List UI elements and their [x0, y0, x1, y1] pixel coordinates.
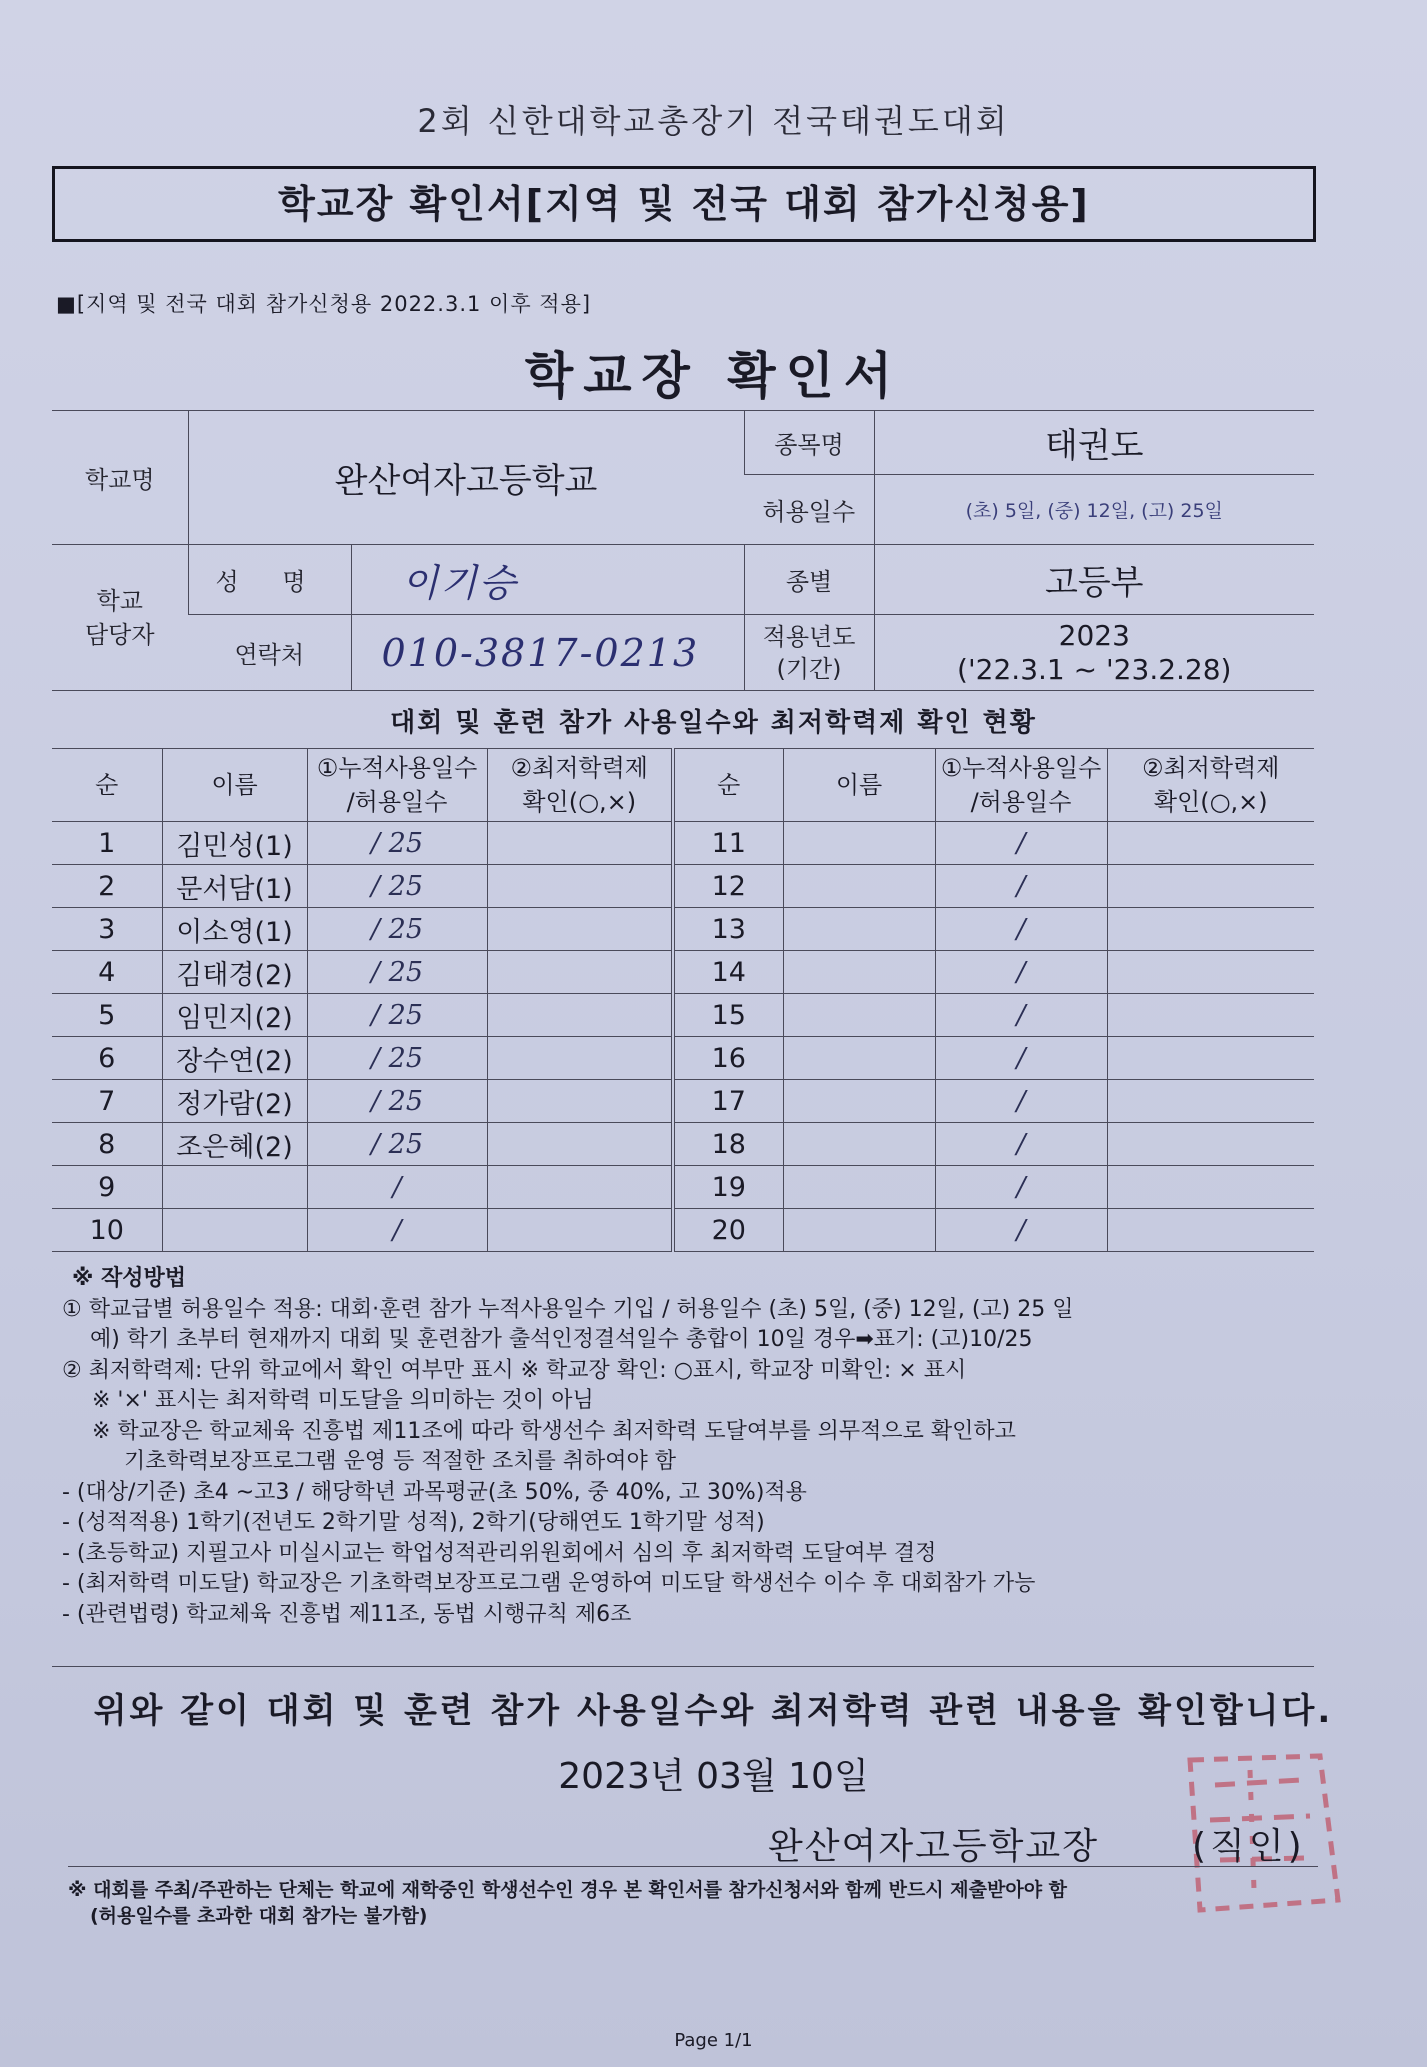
instruction-line: 예) 학기 초부터 현재까지 대회 및 훈련참가 출석인정결석일수 총합이 10일 경우➡표기: (고)10/25: [90, 1327, 1033, 1352]
roster-no: 16: [673, 1037, 783, 1080]
roster-used-days: /: [935, 1166, 1107, 1209]
roster-row: [52, 1123, 1314, 1166]
roster-row: [52, 951, 1314, 994]
footnote-line-1: ※ 대회를 주최/주관하는 단체는 학교에 재학중인 학생선수인 경우 본 확인서를 참가신청서와 함께 반드시 제출받아야 함: [68, 1879, 1068, 1901]
roster-row: [52, 822, 1314, 865]
roster-min-check: [1107, 994, 1314, 1037]
roster-name: 김태경(2): [162, 951, 307, 994]
instruction-line: - (대상/기준) 초4 ~고3 / 해당학년 과목평균(초 50%, 중 40%, 고 30%)적용: [62, 1479, 807, 1505]
roster-no: 17: [673, 1080, 783, 1123]
roster-used-days: / 25: [307, 994, 487, 1037]
roster-name: [783, 908, 935, 951]
roster-min-check: [487, 822, 673, 865]
roster-name: [783, 865, 935, 908]
roster-min-check: [1107, 908, 1314, 951]
sport-value: 태권도: [874, 411, 1314, 475]
divider: [52, 1666, 1314, 1667]
year-value: 2023: [1058, 618, 1130, 652]
roster-name: [783, 951, 935, 994]
roster-min-check: [1107, 822, 1314, 865]
period-label: (기간): [776, 654, 842, 683]
roster-row: [52, 1080, 1314, 1123]
roster-used-days: / 25: [307, 865, 487, 908]
roster-min-check: [1107, 1209, 1314, 1252]
instruction-line: ① 학교급별 허용일수 적용: 대회·훈련 참가 누적사용일수 기입 / 허용일수 (초) 5일, (중) 12일, (고) 25 일: [62, 1296, 1074, 1322]
roster-used-days: / 25: [307, 908, 487, 951]
roster-name: 김민성(1): [162, 822, 307, 865]
instructions: [62, 1264, 1322, 1630]
roster-min-check: [487, 951, 673, 994]
roster-used-days: /: [935, 994, 1107, 1037]
allowed-days-value: (초) 5일, (중) 12일, (고) 25일: [874, 475, 1314, 545]
roster-no: 3: [52, 908, 162, 951]
footnote: [68, 1866, 1318, 1929]
applicability-notice: ■[지역 및 전국 대회 참가신청용 2022.3.1 이후 적용]: [56, 292, 592, 316]
year-label: 적용년도: [762, 622, 856, 651]
roster-used-days: / 25: [307, 822, 487, 865]
roster-used-days: /: [935, 908, 1107, 951]
roster-name: [783, 822, 935, 865]
roster-name: [783, 1209, 935, 1252]
year-period-cell: [874, 615, 1314, 691]
roster-used-days: /: [935, 1080, 1107, 1123]
confirmation-statement: 위와 같이 대회 및 훈련 참가 사용일수와 최저학력 관련 내용을 확인합니다.: [93, 1691, 1334, 1731]
roster-min-check: [487, 865, 673, 908]
roster-min-check: [487, 1123, 673, 1166]
roster-name: [783, 1166, 935, 1209]
roster-row: [52, 1166, 1314, 1209]
roster-used-days: /: [307, 1166, 487, 1209]
roster-name: 정가람(2): [162, 1080, 307, 1123]
issue-date: 2023년 03월 10일: [558, 1756, 869, 1797]
roster-used-days: / 25: [307, 1080, 487, 1123]
roster-no: 9: [52, 1166, 162, 1209]
boxed-title: 학교장 확인서[지역 및 전국 대회 참가신청용]: [52, 166, 1316, 242]
instruction-line: ② 최저학력제: 단위 학교에서 확인 여부만 표시 ※ 학교장 확인: ○표시, 학교장 미확인: × 표시: [62, 1357, 967, 1383]
instruction-line: 기초학력보장프로그램 운영 등 적절한 조치를 취하여야 함: [124, 1449, 677, 1474]
instructions-heading: ※ 작성방법: [72, 1266, 187, 1291]
contact-label: 연락처: [188, 615, 351, 691]
roster-no: 18: [673, 1123, 783, 1166]
roster-name: [783, 994, 935, 1037]
roster-no: 20: [673, 1209, 783, 1252]
roster-no: 2: [52, 865, 162, 908]
category-label: 종별: [744, 545, 874, 615]
header-name: 이름: [162, 749, 307, 822]
instruction-line: - (관련법령) 학교체육 진흥법 제11조, 동법 시행규칙 제6조: [62, 1601, 632, 1627]
header-used-days-right: ①누적사용일수 /허용일수: [935, 749, 1107, 822]
roster-used-days: / 25: [307, 951, 487, 994]
allowed-days-label: 허용일수: [744, 475, 874, 545]
name-label: 성 명: [188, 545, 351, 615]
roster-no: 19: [673, 1166, 783, 1209]
roster-no: 10: [52, 1209, 162, 1252]
roster-used-days: /: [935, 822, 1107, 865]
school-label: 학교명: [52, 411, 188, 545]
contact-handwritten: 010-3817-0213: [351, 615, 744, 691]
roster-no: 13: [673, 908, 783, 951]
roster-name: 임민지(2): [162, 994, 307, 1037]
instruction-line: - (초등학교) 지필고사 미실시교는 학업성적관리위원회에서 심의 후 최저학력 도달여부 결정: [62, 1540, 937, 1566]
instruction-line: - (최저학력 미도달) 학교장은 기초학력보장프로그램 운영하여 미도달 학생선수 이수 후 대회참가 가능: [62, 1571, 1036, 1596]
roster-row: [52, 865, 1314, 908]
roster-min-check: [487, 908, 673, 951]
roster-name: 문서담(1): [162, 865, 307, 908]
roster-used-days: /: [935, 951, 1107, 994]
document-title: 학교장 확인서: [524, 347, 903, 405]
roster-min-check: [487, 1037, 673, 1080]
roster-min-check: [1107, 1037, 1314, 1080]
footnote-line-2: (허용일수를 초과한 대회 참가는 불가함): [90, 1905, 428, 1927]
roster-min-check: [1107, 1123, 1314, 1166]
roster-used-days: / 25: [307, 1037, 487, 1080]
roster-name: 조은혜(2): [162, 1123, 307, 1166]
roster-name: 이소영(1): [162, 908, 307, 951]
sport-label: 종목명: [744, 411, 874, 475]
roster-no: 15: [673, 994, 783, 1037]
roster-name: [162, 1209, 307, 1252]
roster-table: [52, 748, 1314, 1252]
instruction-line: ※ 학교장은 학교체육 진흥법 제11조에 따라 학생선수 최저학력 도달여부를 의무적으로 확인하고: [92, 1418, 1016, 1444]
roster-no: 7: [52, 1080, 162, 1123]
roster-no: 4: [52, 951, 162, 994]
event-title: 2회 신한대학교총장기 전국태권도대회: [417, 102, 1010, 140]
instruction-line: ※ '×' 표시는 최저학력 미도달을 의미하는 것이 아님: [92, 1388, 594, 1413]
roster-row: [52, 908, 1314, 951]
roster-row: [52, 1037, 1314, 1080]
roster-name: [783, 1123, 935, 1166]
page-number: Page 1/1: [674, 2030, 753, 2051]
header-used-days: ①누적사용일수 /허용일수: [307, 749, 487, 822]
header-name-right: 이름: [783, 749, 935, 822]
period-value: ('22.3.1 ~ '23.2.28): [957, 652, 1232, 686]
year-cell: [744, 615, 874, 691]
roster-min-check: [1107, 1080, 1314, 1123]
roster-used-days: /: [935, 1123, 1107, 1166]
roster-min-check: [487, 1080, 673, 1123]
roster-min-check: [487, 1209, 673, 1252]
header-min-achievement: ②최저학력제 확인(○,×): [487, 749, 673, 822]
roster-name: [162, 1166, 307, 1209]
roster-row: [52, 1209, 1314, 1252]
roster-no: 11: [673, 822, 783, 865]
header-no-right: 순: [673, 749, 783, 822]
manager-label: 학교 담당자: [52, 545, 188, 691]
roster-min-check: [1107, 1166, 1314, 1209]
header-min-achievement-right: ②최저학력제 확인(○,×): [1107, 749, 1314, 822]
roster-no: 8: [52, 1123, 162, 1166]
roster-name: [783, 1080, 935, 1123]
roster-min-check: [487, 994, 673, 1037]
roster-used-days: /: [935, 1209, 1107, 1252]
roster-used-days: /: [935, 865, 1107, 908]
roster-no: 1: [52, 822, 162, 865]
roster-used-days: / 25: [307, 1123, 487, 1166]
roster-no: 5: [52, 994, 162, 1037]
roster-min-check: [487, 1166, 673, 1209]
school-name: 완산여자고등학교: [188, 411, 744, 545]
roster-used-days: /: [935, 1037, 1107, 1080]
school-info-table: [52, 410, 1314, 691]
manager-name-handwritten: 이기승: [351, 545, 744, 615]
roster-no: 12: [673, 865, 783, 908]
category-value: 고등부: [874, 545, 1314, 615]
roster-no: 6: [52, 1037, 162, 1080]
roster-name: [783, 1037, 935, 1080]
roster-row: [52, 994, 1314, 1037]
roster-min-check: [1107, 865, 1314, 908]
roster-name: 장수연(2): [162, 1037, 307, 1080]
roster-no: 14: [673, 951, 783, 994]
roster-header-row: [52, 749, 1314, 822]
roster-used-days: /: [307, 1209, 487, 1252]
instruction-line: - (성적적용) 1학기(전년도 2학기말 성적), 2학기(당해연도 1학기말 성적): [62, 1510, 765, 1535]
roster-title: 대회 및 훈련 참가 사용일수와 최저학력제 확인 현황: [390, 708, 1037, 738]
roster-min-check: [1107, 951, 1314, 994]
header-no: 순: [52, 749, 162, 822]
seal-label: (직인): [1192, 1826, 1306, 1867]
principal-title: 완산여자고등학교장: [768, 1826, 1099, 1867]
